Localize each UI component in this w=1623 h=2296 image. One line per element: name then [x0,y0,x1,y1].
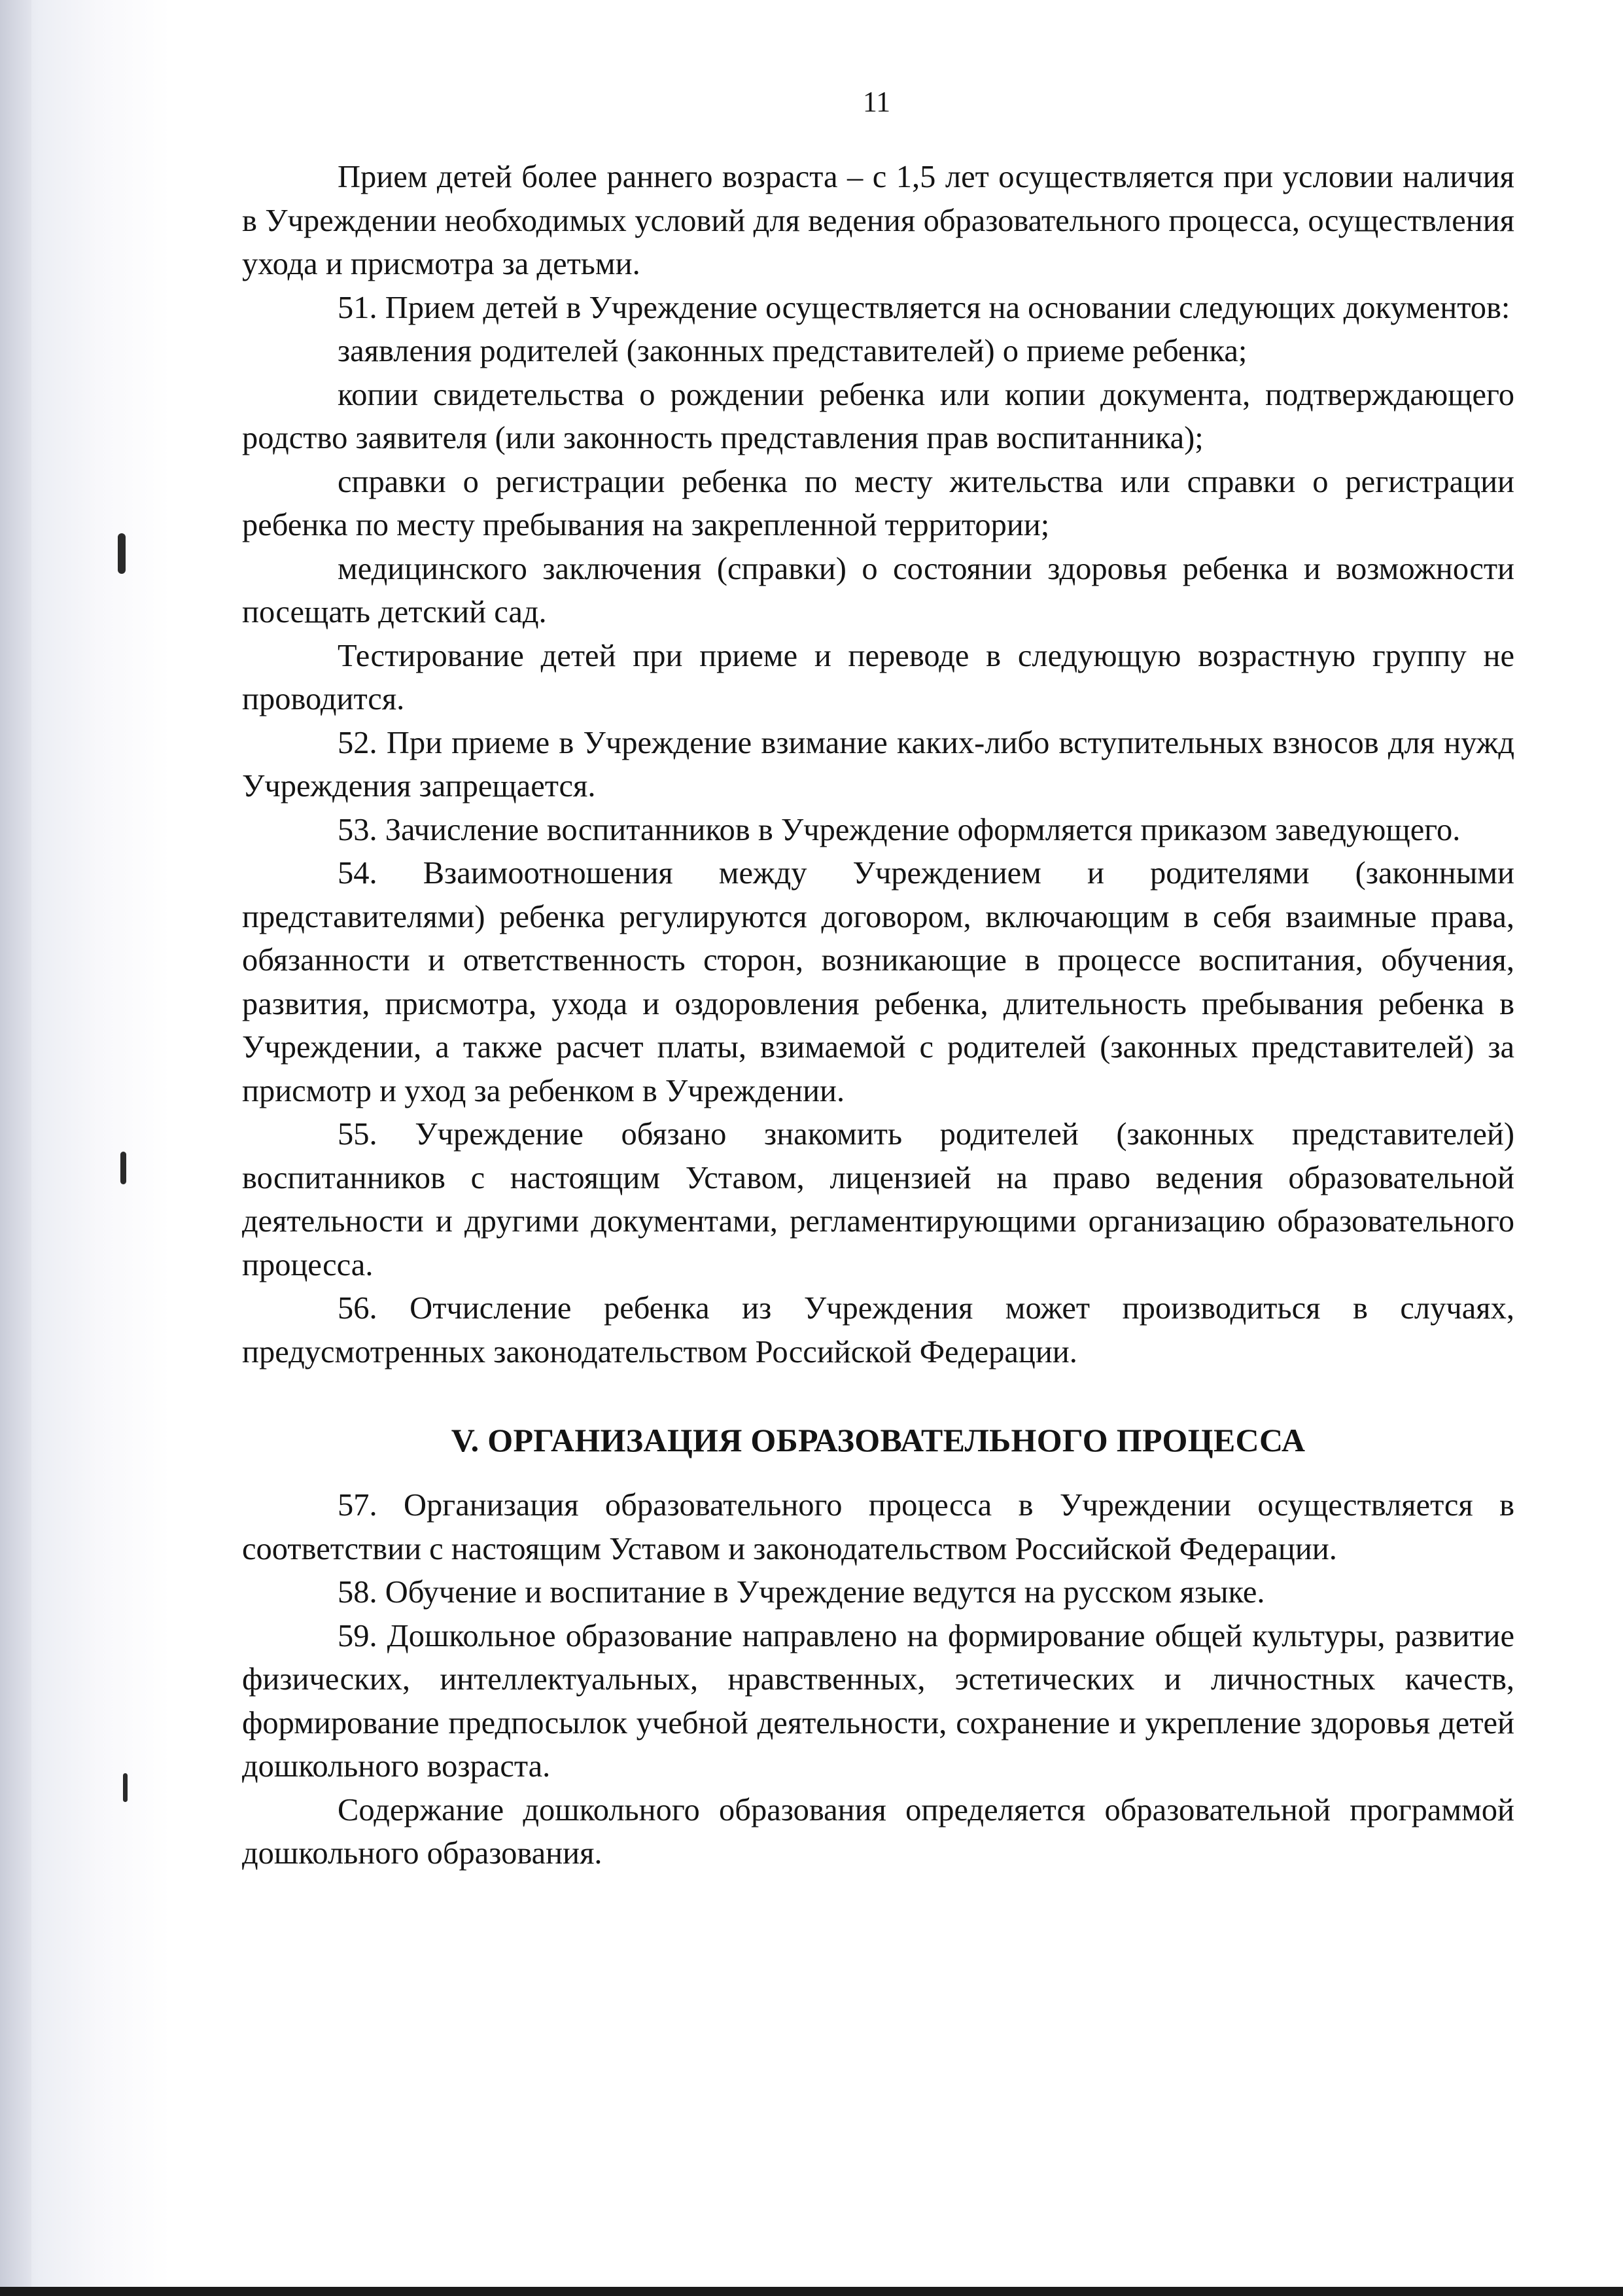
binding-hole-mark [118,533,126,574]
page-number: 11 [862,86,891,118]
paragraph: копии свидетельства о рождении ребенка или копии документа, подтверждающего родство заявителя (или законность представления прав воспитанника); [242,377,1514,455]
paragraph: 53. Зачисление воспитанников в Учреждение оформляется приказом заведующего. [338,812,1461,847]
paragraph: 57. Организация образовательного процесса в Учреждении осуществляется в соответствии с настоящим Уставом и законодательством Российской Федерации. [242,1488,1514,1566]
paragraph: справки о регистрации ребенка по месту жительства или справки о регистрации ребенка по месту пребывания на закрепленной территории; [242,464,1514,542]
previous-page-bleed [0,0,31,2296]
paragraph: Прием детей более раннего возраста – с 1,5 лет осуществляется при условии наличия в Учреждении необходимых условий для ведения образовательного процесса, осуществления ухода и присмотра за детьми. [242,160,1514,281]
paragraph: медицинского заключения (справки) о состоянии здоровья ребенка и возможности посещать детский сад. [242,551,1514,629]
paragraph: 56. Отчисление ребенка из Учреждения может производиться в случаях, предусмотренных законодательством Российской Федерации. [242,1291,1514,1369]
paragraph: Тестирование детей при приеме и переводе в следующую возрастную группу не проводится. [242,638,1514,716]
paragraph: 58. Обучение и воспитание в Учреждение ведутся на русском языке. [338,1575,1265,1610]
paragraph: 54. Взаимоотношения между Учреждением и родителями (законными представителями) ребенка регулируются договором, включающим в себя взаимные права, обязанности и ответственность сторон, возникающие в процессе воспитания, обучения, развития, присмотра, ухода и оздоровления ребенка, длительность пребывания ребенка в Учреждении, а также расчет платы, взимаемой с родителей (законных представителей) за присмотр и уход за ребенком в Учреждении. [242,856,1514,1108]
paragraph: Содержание дошкольного образования определяется образовательной программой дошкольного образования. [242,1792,1514,1871]
paragraph: 59. Дошкольное образование направлено на формирование общей культуры, развитие физических, интеллектуальных, нравственных, эстетических и личностных качеств, формирование предпосылок учебной деятельности, сохранение и укрепление здоровья детей дошкольного возраста. [242,1618,1514,1784]
binding-hole-mark [123,1773,128,1802]
document-body [242,156,1514,1876]
section-heading: V. ОРГАНИЗАЦИЯ ОБРАЗОВАТЕЛЬНОГО ПРОЦЕССА [451,1422,1306,1458]
paragraph: 51. Прием детей в Учреждение осуществляется на основании следующих документов: [338,290,1510,325]
scan-bottom-edge [0,2287,1623,2296]
paragraph: заявления родителей (законных представителей) о приеме ребенка; [338,334,1248,368]
paragraph: 55. Учреждение обязано знакомить родителей (законных представителей) воспитанников с настоящим Уставом, лицензией на право ведения образовательной деятельности и другими документами, регламентирующими организацию образовательного процесса. [242,1117,1514,1282]
binding-hole-mark [120,1152,126,1184]
paragraph: 52. При приеме в Учреждение взимание каких-либо вступительных взносов для нужд Учреждения запрещается. [242,725,1514,804]
